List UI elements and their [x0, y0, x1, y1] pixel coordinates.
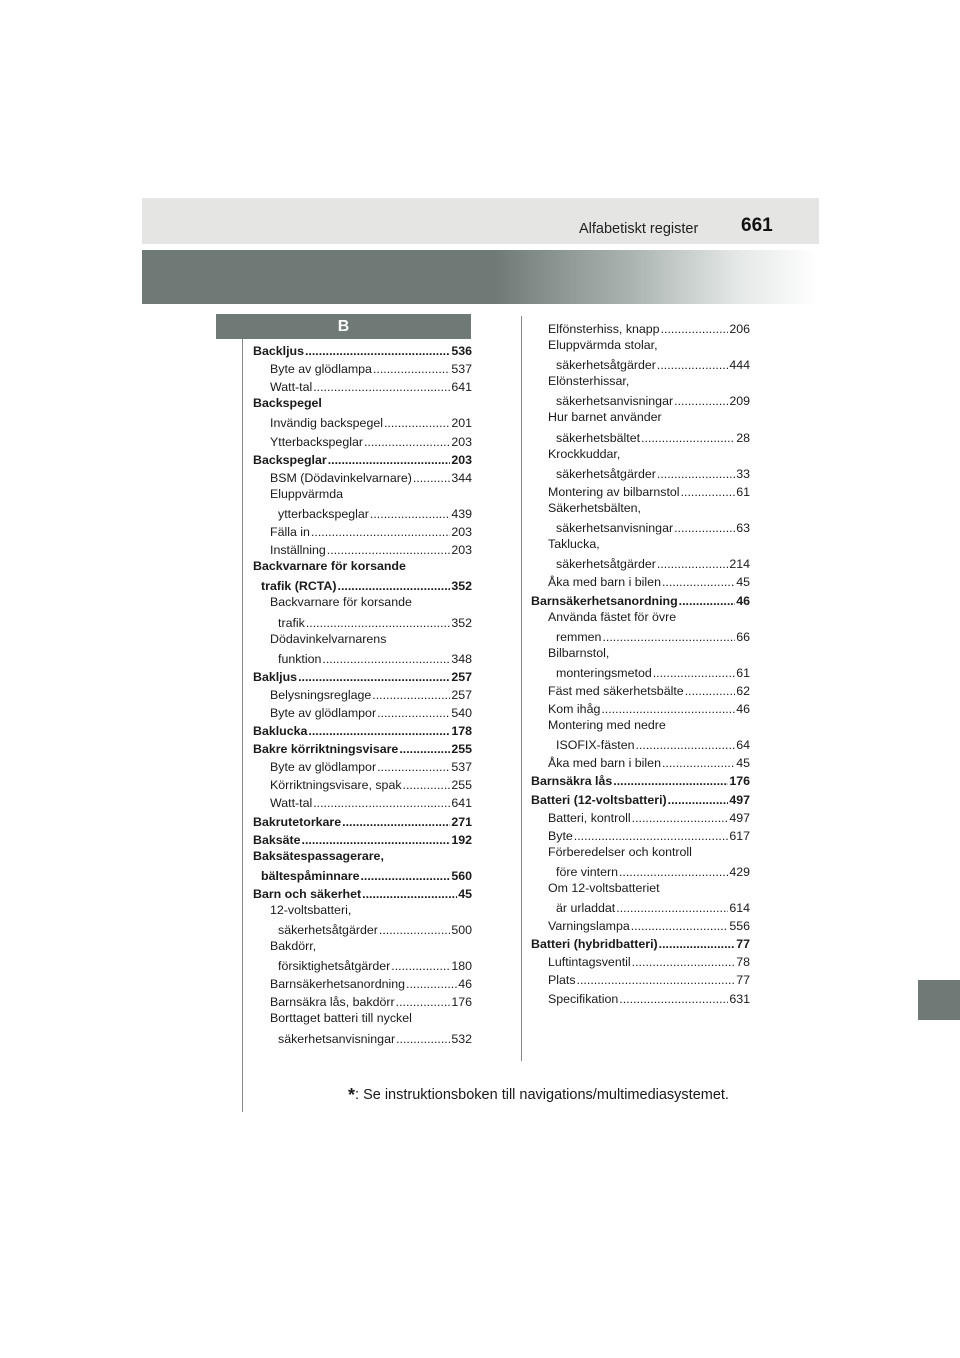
index-entry [253, 756, 472, 774]
index-entry-page: 28 [736, 430, 750, 445]
leader-dots [373, 362, 450, 376]
index-entry [531, 734, 750, 752]
leader-dots [577, 973, 736, 987]
leader-dots [574, 829, 729, 843]
leader-dots [616, 901, 728, 915]
leader-dots [313, 796, 450, 810]
index-entry [531, 354, 750, 372]
index-entry [253, 1028, 472, 1046]
index-entry-heading: Om 12-voltsbatteriet [548, 880, 660, 895]
leader-dots [322, 652, 450, 666]
index-entry-page: 203 [451, 525, 472, 540]
leader-dots [632, 811, 729, 825]
index-entry [253, 973, 472, 991]
index-entry [531, 662, 750, 680]
index-entry [253, 865, 472, 883]
index-entry [531, 969, 750, 987]
index-entry [253, 702, 472, 720]
leader-dots [372, 688, 450, 702]
index-entry-label: säkerhetsåtgärder [556, 358, 656, 373]
leader-dots [619, 992, 728, 1006]
index-entry [253, 829, 472, 847]
decorative-banner [142, 250, 819, 304]
index-entry [253, 666, 472, 684]
index-entry-page: 439 [451, 506, 472, 521]
index-entry-page: 62 [736, 683, 750, 698]
index-entry-label: Baksäte [253, 832, 301, 847]
leader-dots [601, 702, 735, 716]
index-entry-label: bältespåminnare [261, 868, 360, 883]
index-entry-page: 61 [736, 665, 750, 680]
index-entry-label: Fäst med säkerhetsbälte [548, 683, 684, 698]
index-entry-page: 352 [451, 615, 472, 630]
leader-dots [657, 557, 728, 571]
index-entry-page: 444 [729, 358, 750, 373]
index-entry-page: 255 [451, 742, 472, 757]
index-entry-label: Watt-tal [270, 380, 313, 395]
index-entry [531, 897, 750, 915]
index-entry [253, 449, 472, 467]
leader-dots [685, 684, 736, 698]
index-entry-page: 66 [736, 629, 750, 644]
index-entry-page: 617 [729, 828, 750, 843]
index-entry-label: Plats [548, 973, 576, 988]
index-entry-label: Barnsäkra lås [531, 774, 613, 789]
leader-dots [313, 380, 450, 394]
index-entry-label: Elfönsterhiss, knapp [548, 322, 660, 337]
index-entry-page: 641 [451, 796, 472, 811]
leader-dots [396, 995, 451, 1009]
index-entry [531, 427, 750, 445]
index-entry [253, 611, 472, 629]
index-entry-heading: Eluppvärmda stolar, [548, 338, 658, 353]
leader-dots [311, 525, 450, 539]
index-entry-label: Inställning [270, 543, 326, 558]
index-entry-page: 556 [729, 919, 750, 934]
index-entry [253, 774, 472, 792]
index-entry-label: Varningslampa [548, 919, 630, 934]
index-entry-heading: Borttaget batteri till nyckel [270, 1011, 412, 1026]
index-entry-label: Batteri (12-voltsbatteri) [531, 792, 667, 807]
leader-dots [302, 833, 451, 847]
index-entry-label: Barnsäkerhetsanordning [270, 977, 406, 992]
index-entry [253, 539, 472, 557]
leader-dots [384, 416, 450, 430]
leader-dots [674, 521, 735, 535]
index-entry-label: säkerhetsåtgärder [556, 557, 656, 572]
index-entry-label: försiktighetsåtgärder [278, 959, 391, 974]
index-entry-label: Bakrutetorkare [253, 814, 342, 829]
index-entry-label: Batteri, kontroll [548, 810, 631, 825]
index-entry-heading: Hur barnet använder [548, 410, 662, 425]
index-entry-page: 540 [451, 705, 472, 720]
index-entry-heading: Eluppvärmda [270, 486, 344, 501]
leader-dots [668, 793, 729, 807]
index-entry-label: Montering av bilbarnstol [548, 484, 680, 499]
index-entry-page: 63 [736, 521, 750, 536]
column-divider-left [242, 334, 243, 1112]
index-entry-page: 537 [451, 362, 472, 377]
leader-dots [662, 575, 735, 589]
index-entry-page: 46 [458, 977, 472, 992]
index-entry [531, 825, 750, 843]
index-entry-heading: Förberedelser och kontroll [548, 844, 692, 859]
index-entry-page: 352 [451, 579, 472, 594]
index-entry [253, 991, 472, 1009]
index-entry [531, 553, 750, 571]
index-entry [531, 481, 750, 499]
index-entry [253, 919, 472, 937]
leader-dots [298, 670, 450, 684]
index-entry [531, 915, 750, 933]
index-entry-label: BSM (Dödavinkelvarnare) [270, 470, 412, 485]
leader-dots [360, 869, 450, 883]
index-entry [531, 571, 750, 589]
column-divider-middle [521, 316, 522, 1061]
leader-dots [305, 344, 450, 358]
index-entry-label: Körriktningsvisare, spak [270, 778, 402, 793]
leader-dots [679, 594, 736, 608]
index-entry-page: 192 [451, 832, 472, 847]
index-entry-label: ISOFIX-fästen [556, 738, 635, 753]
index-entry-page: 206 [729, 322, 750, 337]
index-entry [531, 951, 750, 969]
index-entry-page: 77 [736, 973, 750, 988]
index-entry-page: 641 [451, 380, 472, 395]
index-entry-label: Belysningsreglage [270, 687, 372, 702]
leader-dots [338, 579, 451, 593]
index-entry-label: Batteri (hybridbatteri) [531, 937, 658, 952]
index-entry-label: Luftintagsventil [548, 955, 631, 970]
index-entry-label: Backljus [253, 344, 304, 359]
index-entry-heading: Elönsterhissar, [548, 374, 630, 389]
index-entry-label: Barnsäkra lås, bakdörr [270, 995, 395, 1010]
leader-dots [379, 923, 450, 937]
index-column-right [531, 318, 750, 1006]
footnote [348, 1085, 729, 1106]
index-entry-page: 61 [736, 484, 750, 499]
leader-dots [641, 431, 735, 445]
index-entry [531, 788, 750, 806]
index-entry [253, 792, 472, 810]
index-entry-label: Ytterbackspeglar [270, 434, 363, 449]
page-number: 661 [741, 215, 773, 236]
index-entry [253, 412, 472, 430]
leader-dots [327, 543, 451, 557]
index-entry-heading: Backspegel [253, 396, 322, 411]
footnote-marker: * [348, 1085, 356, 1105]
leader-dots [602, 630, 735, 644]
index-entry-page: 537 [451, 760, 472, 775]
index-entry-label: Kom ihåg [548, 702, 601, 717]
index-entry-label: ytterbackspeglar [278, 506, 369, 521]
index-entry-page: 631 [729, 991, 750, 1006]
index-entry-page: 178 [451, 724, 472, 739]
index-entry-label: Åka med barn i bilen [548, 756, 661, 771]
leader-dots [657, 467, 735, 481]
leader-dots [674, 394, 728, 408]
leader-dots [653, 666, 735, 680]
index-entry-page: 203 [451, 434, 472, 449]
index-entry [253, 376, 472, 394]
index-entry-page: 78 [736, 955, 750, 970]
index-entry [253, 738, 472, 756]
index-entry [531, 698, 750, 716]
index-entry-label: Invändig backspegel [270, 416, 383, 431]
index-entry-label: säkerhetsanvisningar [556, 521, 674, 536]
index-entry-page: 77 [736, 937, 750, 952]
index-entry-heading: 12-voltsbatteri, [270, 902, 352, 917]
index-entry [531, 807, 750, 825]
leader-dots [681, 485, 736, 499]
index-entry-page: 257 [451, 669, 472, 684]
leader-dots [391, 959, 450, 973]
index-entry [253, 575, 472, 593]
index-entry [531, 463, 750, 481]
index-entry-label: före vintern [556, 864, 618, 879]
index-entry [531, 861, 750, 879]
index-entry [531, 626, 750, 644]
index-entry-page: 536 [451, 344, 472, 359]
index-entry-page: 45 [458, 886, 472, 901]
index-entry-page: 45 [736, 575, 750, 590]
leader-dots [613, 774, 728, 788]
index-entry-heading: Dödavinkelvarnarens [270, 631, 387, 646]
section-tab [918, 980, 960, 1020]
index-entry-label: Bakre körriktningsvisare [253, 742, 399, 757]
index-entry-label: trafik [278, 615, 305, 630]
index-entry-heading: Bilbarnstol, [548, 645, 610, 660]
index-entry-label: Barnsäkerhetsanordning [531, 593, 678, 608]
index-entry [253, 430, 472, 448]
leader-dots [362, 887, 457, 901]
index-entry-page: 203 [451, 543, 472, 558]
index-entry-page: 497 [729, 792, 750, 807]
index-entry-page: 176 [729, 774, 750, 789]
index-entry-label: Baklucka [253, 724, 308, 739]
index-entry-label: Byte [548, 828, 573, 843]
index-entry [531, 933, 750, 951]
index-entry [253, 684, 472, 702]
index-entry-heading: Krockkuddar, [548, 446, 621, 461]
index-entry-label: Byte av glödlampor [270, 705, 377, 720]
index-entry-label: säkerhetsanvisningar [278, 1031, 396, 1046]
section-letter-bar: B [216, 314, 471, 339]
leader-dots [413, 471, 450, 485]
leader-dots [399, 742, 450, 756]
leader-dots [308, 724, 450, 738]
index-entry [531, 770, 750, 788]
index-entry-label: Specifikation [548, 991, 619, 1006]
index-entry-label: Barn och säkerhet [253, 886, 362, 901]
index-entry-heading: Taklucka, [548, 537, 600, 552]
index-entry-page: 348 [451, 651, 472, 666]
index-entry-label: Byte av glödlampa [270, 362, 372, 377]
leader-dots [396, 1032, 450, 1046]
index-entry [253, 648, 472, 666]
leader-dots [662, 756, 735, 770]
index-entry-label: Åka med barn i bilen [548, 575, 661, 590]
index-entry-page: 201 [451, 416, 472, 431]
leader-dots [631, 919, 729, 933]
index-entry-label: säkerhetsanvisningar [556, 394, 674, 409]
index-entry [531, 318, 750, 336]
index-entry-heading: Montering med nedre [548, 718, 666, 733]
index-entry-page: 429 [729, 864, 750, 879]
index-entry-heading: Backvarnare för korsande [253, 559, 406, 574]
index-entry-label: säkerhetsåtgärder [556, 466, 656, 481]
index-entry-page: 532 [451, 1031, 472, 1046]
index-entry [531, 752, 750, 770]
index-entry [253, 810, 472, 828]
index-entry-label: Byte av glödlampor [270, 760, 377, 775]
index-entry-label: trafik (RCTA) [261, 579, 337, 594]
index-entry-heading: Säkerhetsbälten, [548, 500, 641, 515]
index-entry-page: 560 [451, 868, 472, 883]
index-entry-label: monteringsmetod [556, 665, 652, 680]
leader-dots [636, 738, 736, 752]
index-entry-page: 257 [451, 687, 472, 702]
leader-dots [661, 322, 729, 336]
leader-dots [364, 435, 450, 449]
index-entry-page: 344 [451, 470, 472, 485]
index-entry-label: säkerhetsbältet [556, 430, 641, 445]
index-entry [253, 883, 472, 901]
index-entry [253, 503, 472, 521]
index-entry-heading: Baksätespassagerare, [253, 848, 384, 863]
index-entry-page: 180 [451, 959, 472, 974]
index-entry-label: Watt-tal [270, 796, 313, 811]
leader-dots [342, 815, 450, 829]
index-entry [531, 589, 750, 607]
index-entry-heading: Bakdörr, [270, 939, 317, 954]
index-entry-page: 271 [451, 814, 472, 829]
leader-dots [370, 507, 450, 521]
leader-dots [403, 778, 451, 792]
header-band [142, 198, 819, 244]
leader-dots [306, 616, 450, 630]
leader-dots [659, 937, 736, 951]
leader-dots [328, 453, 451, 467]
leader-dots [377, 706, 450, 720]
index-entry-page: 209 [729, 394, 750, 409]
index-entry-page: 203 [451, 452, 472, 467]
leader-dots [657, 358, 728, 372]
leader-dots [619, 865, 728, 879]
index-entry [531, 517, 750, 535]
index-entry-label: funktion [278, 651, 322, 666]
index-entry [253, 720, 472, 738]
page-title: Alfabetiskt register [579, 221, 699, 237]
index-entry-label: Backspeglar [253, 452, 327, 467]
leader-dots [377, 760, 450, 774]
index-entry-page: 46 [736, 593, 750, 608]
index-entry-page: 64 [736, 738, 750, 753]
index-entry-page: 497 [729, 810, 750, 825]
index-column-left [253, 340, 472, 1046]
footnote-text: : Se instruktionsboken till navigations/multimediasystemet. [355, 1087, 729, 1103]
index-entry [253, 467, 472, 485]
index-entry [531, 680, 750, 698]
index-entry [253, 955, 472, 973]
index-entry-page: 500 [451, 923, 472, 938]
index-entry-label: Bakljus [253, 669, 298, 684]
index-entry-page: 45 [736, 756, 750, 771]
index-entry [253, 340, 472, 358]
index-entry [253, 358, 472, 376]
leader-dots [632, 955, 736, 969]
index-entry [253, 521, 472, 539]
index-entry-label: remmen [556, 629, 602, 644]
index-entry-page: 176 [451, 995, 472, 1010]
index-entry-page: 214 [729, 557, 750, 572]
index-entry-page: 46 [736, 702, 750, 717]
index-entry-label: säkerhetsåtgärder [278, 923, 378, 938]
leader-dots [406, 977, 457, 991]
index-entry-label: är urladdat [556, 901, 616, 916]
index-entry [531, 390, 750, 408]
index-entry-heading: Använda fästet för övre [548, 609, 677, 624]
index-entry-page: 33 [736, 466, 750, 481]
index-entry-page: 255 [451, 778, 472, 793]
index-entry-label: Fälla in [270, 525, 310, 540]
index-entry [531, 987, 750, 1005]
index-entry-page: 614 [729, 901, 750, 916]
index-entry-heading: Backvarnare för korsande [270, 595, 412, 610]
